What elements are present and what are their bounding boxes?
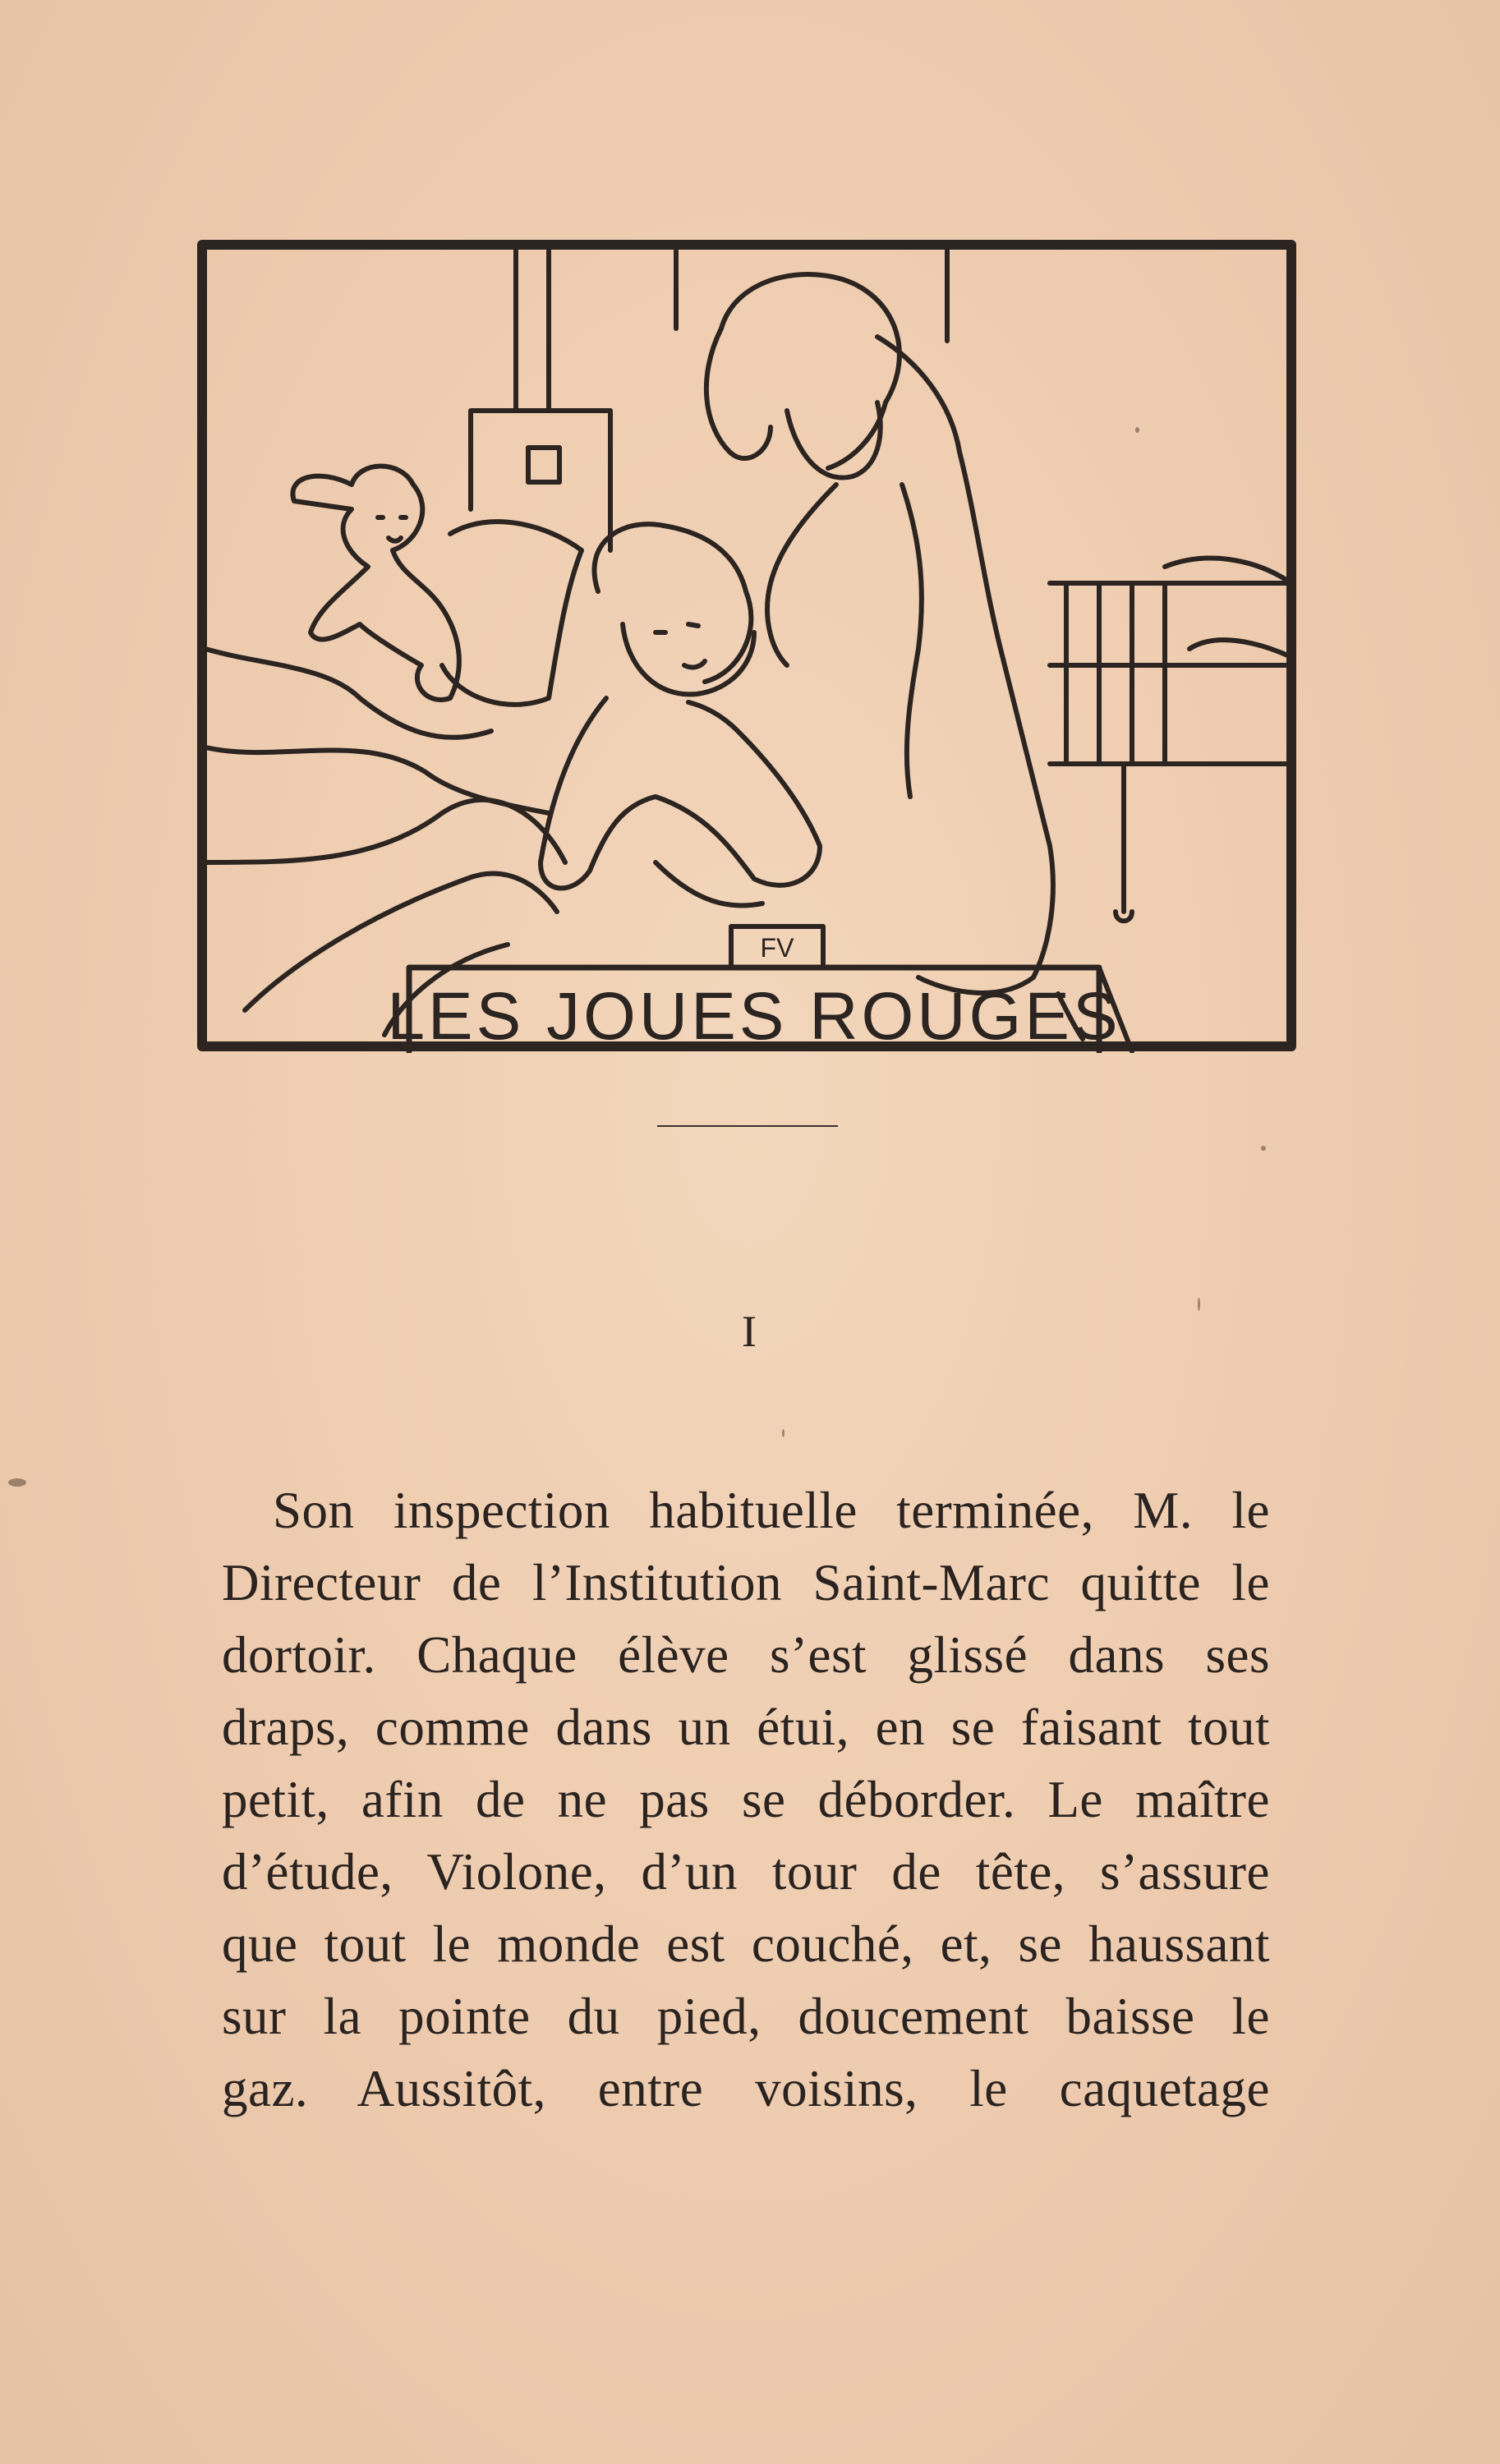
child-body (541, 698, 820, 888)
baby-face (378, 517, 406, 541)
pillow (442, 522, 582, 705)
text-line: dortoir. Chaque élève s’est glissé dans ses (222, 1626, 1270, 1684)
text-line: petit, afin de ne pas se déborder. Le maître (222, 1771, 1270, 1828)
bed-bars (1066, 583, 1165, 764)
mother-dress (877, 337, 1053, 993)
baby-figure (292, 467, 458, 700)
paper-speck (1261, 1146, 1266, 1151)
text-line: d’étude, Violone, d’un tour de tête, s’assure (222, 1843, 1270, 1901)
bed-edge (205, 649, 491, 738)
mother-arm (767, 485, 836, 665)
right-pillow (1165, 559, 1291, 657)
illustration-title: LES JOUES ROUGES (387, 979, 1121, 1053)
child-features (656, 624, 705, 667)
mother-hair (721, 274, 900, 468)
text-line: sur la pointe du pied, doucement baisse le (222, 1988, 1270, 2045)
text-line: draps, comme dans un étui, en se faisant tout (222, 1699, 1270, 1756)
bed-rails (1050, 583, 1291, 764)
blanket-fold (205, 800, 565, 862)
mother-hair-curl (706, 329, 771, 458)
separator-rule (657, 1125, 838, 1127)
chapter-number: I (742, 1307, 758, 1356)
stove-door (528, 448, 559, 482)
text-line: Son inspection habituelle terminée, M. le (273, 1482, 1270, 1539)
paper-speck (8, 1478, 26, 1487)
text-line: Directeur de l’Institution Saint-Marc quitte le (222, 1554, 1270, 1611)
bed-leg (1116, 764, 1132, 921)
child-hair (594, 524, 751, 682)
paper-speck (782, 1429, 785, 1437)
monogram-text: FV (760, 933, 794, 963)
stove-pipe (516, 251, 549, 411)
body-paragraph (222, 1474, 1270, 2125)
mother-dress-fold (902, 485, 922, 797)
text-line: que tout le monde est couché, et, se haussant (222, 1915, 1270, 1973)
chapter-illustration (196, 238, 1298, 1053)
wall-lines (676, 251, 947, 341)
woodcut-drawing (196, 238, 1298, 1053)
text-line: gaz. Aussitôt, entre voisins, le caquetage (222, 2060, 1270, 2117)
